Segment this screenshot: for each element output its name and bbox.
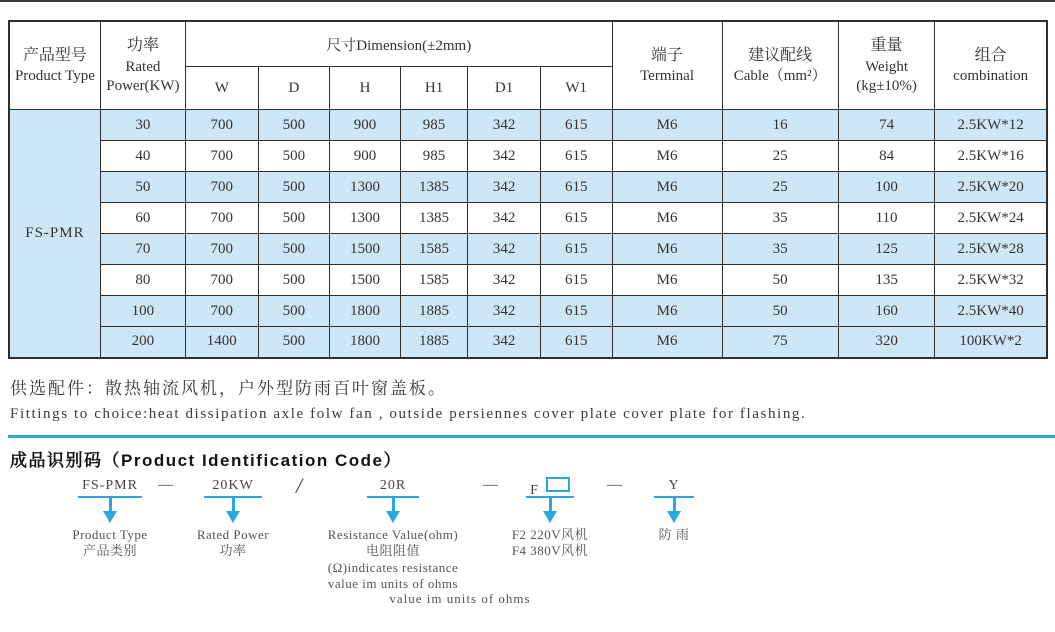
table-cell-h1: 1385 <box>400 203 467 234</box>
top-divider <box>0 0 1055 2</box>
table-cell-d1: 342 <box>468 265 541 296</box>
table-cell-h: 1800 <box>330 296 401 327</box>
table-cell-combination: 2.5KW*40 <box>935 296 1047 327</box>
table-cell-h: 1800 <box>330 327 401 358</box>
table-cell-w: 700 <box>185 296 258 327</box>
header-cable-zh: 建议配线 <box>748 47 813 65</box>
header-terminal <box>612 21 722 110</box>
table-cell-cable: 35 <box>722 234 838 265</box>
table-cell-d: 500 <box>258 141 330 172</box>
table-cell-w: 700 <box>185 110 258 141</box>
table-cell-h: 1300 <box>330 203 401 234</box>
table-cell-h: 1500 <box>330 265 401 296</box>
header-rated-power-en: Rated Power(KW) <box>106 58 180 95</box>
header-dim-w1: W1 <box>540 67 612 110</box>
header-dimension-group: 尺寸Dimension(±2mm) <box>185 21 612 67</box>
table-cell-h1: 985 <box>400 141 467 172</box>
code-segment-rainproof <box>559 477 789 544</box>
table-cell-combination: 2.5KW*28 <box>935 234 1047 265</box>
table-cell-h1: 1885 <box>400 327 467 358</box>
header-dim-h: H <box>330 67 401 110</box>
table-cell-weight: 125 <box>838 234 935 265</box>
code-value: F <box>435 477 665 494</box>
table-cell-d: 500 <box>258 327 330 358</box>
table-cell-weight: 320 <box>838 327 935 358</box>
down-arrow-icon <box>109 498 112 511</box>
table-row <box>9 172 1047 203</box>
table-cell-w: 1400 <box>185 327 258 358</box>
table-cell-combination: 2.5KW*16 <box>935 141 1047 172</box>
header-cable <box>722 21 838 110</box>
code-label: Product Type 产品类别 <box>72 526 148 559</box>
table-cell-h1: 985 <box>400 110 467 141</box>
down-arrow-icon <box>667 511 681 523</box>
code-value: Y <box>668 477 680 493</box>
table-cell-weight: 110 <box>838 203 935 234</box>
table-cell-w1: 615 <box>540 110 612 141</box>
table-cell-terminal: M6 <box>612 110 722 141</box>
table-cell-combination: 100KW*2 <box>935 327 1047 358</box>
table-cell-combination: 2.5KW*32 <box>935 265 1047 296</box>
product-type-cell: FS-PMR <box>9 110 100 358</box>
header-cable-en: Cable（mm²） <box>733 68 827 85</box>
table-cell-w1: 615 <box>540 141 612 172</box>
table-cell-cable: 25 <box>722 141 838 172</box>
table-cell-cable: 25 <box>722 172 838 203</box>
table-cell-power: 80 <box>100 265 185 296</box>
code-separator: / <box>296 472 303 498</box>
spec-table-body <box>9 110 1047 358</box>
table-cell-d: 500 <box>258 203 330 234</box>
table-cell-terminal: M6 <box>612 265 722 296</box>
down-arrow-icon <box>392 498 395 511</box>
table-row <box>9 265 1047 296</box>
table-cell-d1: 342 <box>468 327 541 358</box>
table-cell-h: 1500 <box>330 234 401 265</box>
table-row <box>9 296 1047 327</box>
section-divider <box>8 435 1055 438</box>
table-cell-w1: 615 <box>540 265 612 296</box>
code-value: FS-PMR <box>82 477 138 493</box>
table-cell-combination: 2.5KW*20 <box>935 172 1047 203</box>
table-cell-w: 700 <box>185 172 258 203</box>
table-cell-h: 900 <box>330 110 401 141</box>
table-cell-weight: 100 <box>838 172 935 203</box>
down-arrow-icon <box>543 511 557 523</box>
code-label: Rated Power 功率 <box>196 526 270 559</box>
table-cell-cable: 35 <box>722 203 838 234</box>
table-cell-terminal: M6 <box>612 141 722 172</box>
table-cell-d1: 342 <box>468 203 541 234</box>
down-arrow-icon <box>549 498 552 511</box>
down-arrow-icon <box>386 511 400 523</box>
table-cell-w1: 615 <box>540 203 612 234</box>
header-combination-en: combination <box>953 68 1029 85</box>
code-value: 20KW <box>212 477 254 493</box>
code-label: Resistance Value(ohm) 电阻阻值 (Ω)indicates resistance value im units of ohms <box>327 526 459 592</box>
table-cell-terminal: M6 <box>612 234 722 265</box>
table-cell-combination: 2.5KW*24 <box>935 203 1047 234</box>
header-product-type <box>9 21 100 110</box>
table-cell-w: 700 <box>185 141 258 172</box>
header-weight <box>838 21 935 110</box>
table-cell-d1: 342 <box>468 234 541 265</box>
table-row <box>9 203 1047 234</box>
table-cell-w1: 615 <box>540 234 612 265</box>
code-separator: — <box>607 476 622 493</box>
header-product-type-en: Product Type <box>14 68 95 85</box>
code-separator: — <box>158 476 173 493</box>
table-cell-h: 1300 <box>330 172 401 203</box>
fittings-note-zh: 供选配件：散热轴流风机，户外型防雨百叶窗盖板。 <box>10 378 447 398</box>
down-arrow-icon <box>226 511 240 523</box>
table-cell-power: 60 <box>100 203 185 234</box>
table-row <box>9 234 1047 265</box>
table-cell-w1: 615 <box>540 172 612 203</box>
table-cell-w: 700 <box>185 203 258 234</box>
table-cell-terminal: M6 <box>612 327 722 358</box>
table-cell-cable: 75 <box>722 327 838 358</box>
table-cell-d: 500 <box>258 296 330 327</box>
product-code-diagram <box>0 472 1055 622</box>
table-cell-h1: 1585 <box>400 234 467 265</box>
header-dim-d: D <box>258 67 330 110</box>
table-cell-d: 500 <box>258 172 330 203</box>
header-combination <box>935 21 1047 110</box>
down-arrow-icon <box>232 498 235 511</box>
table-cell-w1: 615 <box>540 327 612 358</box>
header-weight-tolerance: (kg±10%) <box>856 78 917 95</box>
down-arrow-icon <box>673 498 676 511</box>
header-rated-power <box>100 21 185 110</box>
code-value: 20R <box>379 477 407 493</box>
table-cell-power: 70 <box>100 234 185 265</box>
header-dim-w: W <box>185 67 258 110</box>
header-rated-power-zh: 功率 <box>126 37 159 55</box>
table-cell-h: 900 <box>330 141 401 172</box>
table-cell-d1: 342 <box>468 172 541 203</box>
table-cell-power: 30 <box>100 110 185 141</box>
table-cell-d: 500 <box>258 265 330 296</box>
table-cell-d1: 342 <box>468 296 541 327</box>
table-cell-weight: 74 <box>838 110 935 141</box>
table-cell-power: 50 <box>100 172 185 203</box>
header-dim-d1: D1 <box>468 67 541 110</box>
header-product-type-zh: 产品型号 <box>22 47 87 65</box>
header-combination-zh: 组合 <box>974 47 1007 65</box>
table-cell-cable: 16 <box>722 110 838 141</box>
header-dim-h1: H1 <box>400 67 467 110</box>
table-cell-weight: 84 <box>838 141 935 172</box>
section-title: 成品识别码（Product Identification Code） <box>10 450 402 470</box>
header-terminal-zh: 端子 <box>651 47 684 65</box>
down-arrow-icon <box>103 511 117 523</box>
header-terminal-en: Terminal <box>640 68 694 85</box>
table-cell-combination: 2.5KW*12 <box>935 110 1047 141</box>
table-cell-weight: 135 <box>838 265 935 296</box>
table-row <box>9 110 1047 141</box>
fittings-note-en: Fittings to choice:heat dissipation axle folw fan , outside persiennes cover plate cover plate for flashing. <box>10 405 807 422</box>
table-cell-d1: 342 <box>468 141 541 172</box>
code-label: F2 220V风机 F4 380V风机 <box>511 526 589 559</box>
spec-table <box>8 20 1048 359</box>
table-cell-h1: 1885 <box>400 296 467 327</box>
table-cell-power: 200 <box>100 327 185 358</box>
table-cell-w: 700 <box>185 265 258 296</box>
table-cell-d: 500 <box>258 234 330 265</box>
table-cell-h1: 1385 <box>400 172 467 203</box>
table-cell-h1: 1585 <box>400 265 467 296</box>
table-cell-terminal: M6 <box>612 296 722 327</box>
header-weight-zh: 重量 <box>870 37 903 55</box>
table-row <box>9 327 1047 358</box>
table-cell-w1: 615 <box>540 296 612 327</box>
table-cell-cable: 50 <box>722 296 838 327</box>
table-row <box>9 141 1047 172</box>
table-cell-terminal: M6 <box>612 172 722 203</box>
table-cell-d1: 342 <box>468 110 541 141</box>
diagram-footnote: value im units of ohms <box>389 590 531 606</box>
table-cell-weight: 160 <box>838 296 935 327</box>
table-cell-cable: 50 <box>722 265 838 296</box>
table-cell-power: 40 <box>100 141 185 172</box>
table-cell-terminal: M6 <box>612 203 722 234</box>
table-cell-power: 100 <box>100 296 185 327</box>
header-weight-en: Weight <box>865 58 909 75</box>
table-cell-w: 700 <box>185 234 258 265</box>
code-label: 防 雨 <box>658 526 690 542</box>
code-separator: — <box>483 476 498 493</box>
table-cell-d: 500 <box>258 110 330 141</box>
